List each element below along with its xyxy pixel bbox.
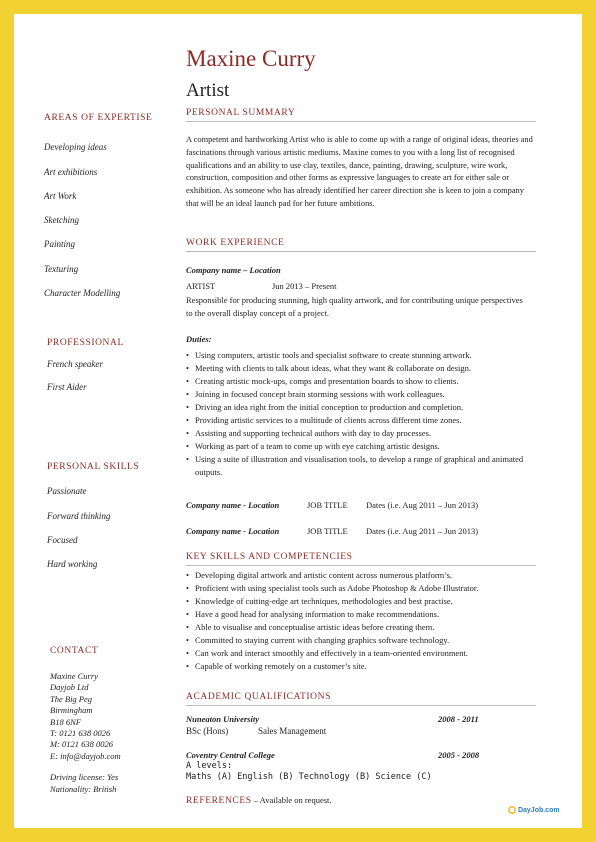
contact-line: The Big Peg [50,693,93,704]
list-item: • Joining in focused concept brain storming sessions with work colleagues. [186,388,536,401]
list-item: • Knowledge of cutting-edge art techniques, methodologies and best practise. [186,595,536,608]
personal-skill-item: Passionate [47,486,87,496]
logo-text: DayJob.com [517,806,560,814]
nationality: Nationality: British [50,783,117,794]
references-line [186,795,332,806]
university-name: Nuneaton University [186,714,259,724]
other-job-company: Company name - Location [186,526,280,536]
other-job-company: Company name - Location [186,500,280,510]
list-item: • Have a good head for analysing information to make recommendations. [186,608,536,621]
contact-phone: T: 0121 638 0026 [50,728,111,739]
references-heading: REFERENCES [186,796,252,806]
list-item: • Can work and interact smoothly and effectively in a team-oriented environment. [186,647,536,660]
expertise-item: Character Modelling [44,288,121,298]
list-item: • Committed to staying current with changing graphics software technology. [186,634,536,647]
list-item: • Using a suite of illustration and visualisation tools, to develop a range of graphical and animated outputs. [186,453,536,479]
contact-line: Dayjob Ltd [50,682,89,693]
list-item: • Capable of working remotely on a customer’s site. [186,660,536,673]
other-job-title: JOB TITLE [307,500,348,510]
logo-circle-icon [508,806,516,814]
professional-item: French speaker [47,359,103,369]
alevels-label: A levels: [186,761,233,771]
contact-block [50,671,121,795]
academic-heading: ACADEMIC QUALIFICATIONS [186,692,331,702]
expertise-item: Sketching [44,215,79,225]
college-dates: 2005 - 2008 [438,750,480,760]
expertise-item: Art Work [44,191,77,201]
job-title: Artist [186,80,230,101]
expertise-item: Art exhibitions [44,167,98,177]
job-description: Responsible for producing stunning, high quality artwork, and for contributing unique perspectives to the overall display concept of a project. [186,295,523,318]
divider [186,251,536,252]
personal-skill-item: Hard working [47,559,98,569]
list-item: • Able to visualise and conceptualise artistic ideas before creating them. [186,621,536,634]
key-skills-heading: KEY SKILLS AND COMPETENCIES [186,552,353,562]
personal-skills-heading: PERSONAL SKILLS [47,462,140,472]
work-experience-heading: WORK EXPERIENCE [186,238,285,248]
other-job-dates: Dates (i.e. Aug 2011 – Jun 2013) [366,526,479,536]
college-name: Coventry Central College [186,750,275,760]
personal-skill-item: Forward thinking [47,511,111,521]
list-item: • Providing artistic services to a multitude of clients across different time zones. [186,414,536,427]
list-item: • Meeting with clients to talk about ideas, what they want & collaborate on design. [186,362,536,375]
candidate-name: Maxine Curry [186,46,316,71]
job-role: ARTIST [186,281,216,291]
expertise-item: Developing ideas [44,142,107,152]
list-item: • Using computers, artistic tools and specialist software to create stunning artwork. [186,349,536,362]
contact-mobile: M: 0121 638 0026 [50,739,114,750]
expertise-heading: AREAS OF EXPERTISE [44,113,153,123]
personal-skill-item: Focused [47,535,78,545]
contact-email: E: info@dayjob.com [50,750,121,761]
other-job-title: JOB TITLE [307,526,348,536]
divider [186,121,536,122]
contact-heading: CONTACT [50,646,99,656]
duties-list [186,349,536,479]
contact-line: Maxine Curry [50,671,98,681]
driving-license: Driving license: Yes [50,772,119,783]
skills-list [186,569,536,673]
company-name: Company name – Location [186,265,281,275]
divider [186,705,536,706]
list-item: • Creating artistic mock-ups, comps and presentation boards to show to clients. [186,375,536,388]
list-item: • Developing digital artwork and artistic content across numerous platform’s. [186,569,536,582]
duties-heading: Duties: [186,334,212,344]
alevels-grades: Maths (A) English (B) Technology (B) Science (C) [186,772,432,782]
university-dates: 2008 - 2011 [438,714,479,724]
degree-subject: Sales Management [258,726,327,736]
resume-page [14,14,582,828]
contact-line: B18 6NF [50,716,81,727]
expertise-item: Painting [44,239,75,249]
summary-heading: PERSONAL SUMMARY [186,108,296,118]
contact-line: Birmingham [50,705,93,716]
job-dates: Jun 2013 – Present [272,281,337,291]
dayjob-logo [508,806,560,814]
references-text: – Available on request. [251,795,332,805]
list-item: • Proficient with using specialist tools such as Adobe Photoshop & Adobe Illustrator. [186,582,536,595]
professional-heading: PROFESSIONAL [47,338,124,348]
list-item: • Assisting and supporting technical authors with day to day processes. [186,427,536,440]
expertise-item: Texturing [44,264,79,274]
other-job-dates: Dates (i.e. Aug 2011 – Jun 2013) [366,500,479,510]
list-item: • Driving an idea right from the initial conception to production and completion. [186,401,536,414]
divider [186,565,536,566]
list-item: • Working as part of a team to come up with eye catching artistic designs. [186,440,536,453]
summary-text: A competent and hardworking Artist who is able to come up with a range of original ideas, theories and fascinations through various artistic mediums. Maxine comes to you with a long list of recognised qualifications and an ability to use clay, textiles, dance, painting, drawing, sculpture, wire work, construction, composition and other forms as expressive languages to create art for either sale or exhibition. As someone who has already identified her career direction she is keen to join a company that will be an ideal launch pad for her future ambitions. [186,135,533,208]
degree: BSc (Hons) [186,726,229,736]
professional-item: First Aider [47,382,87,392]
